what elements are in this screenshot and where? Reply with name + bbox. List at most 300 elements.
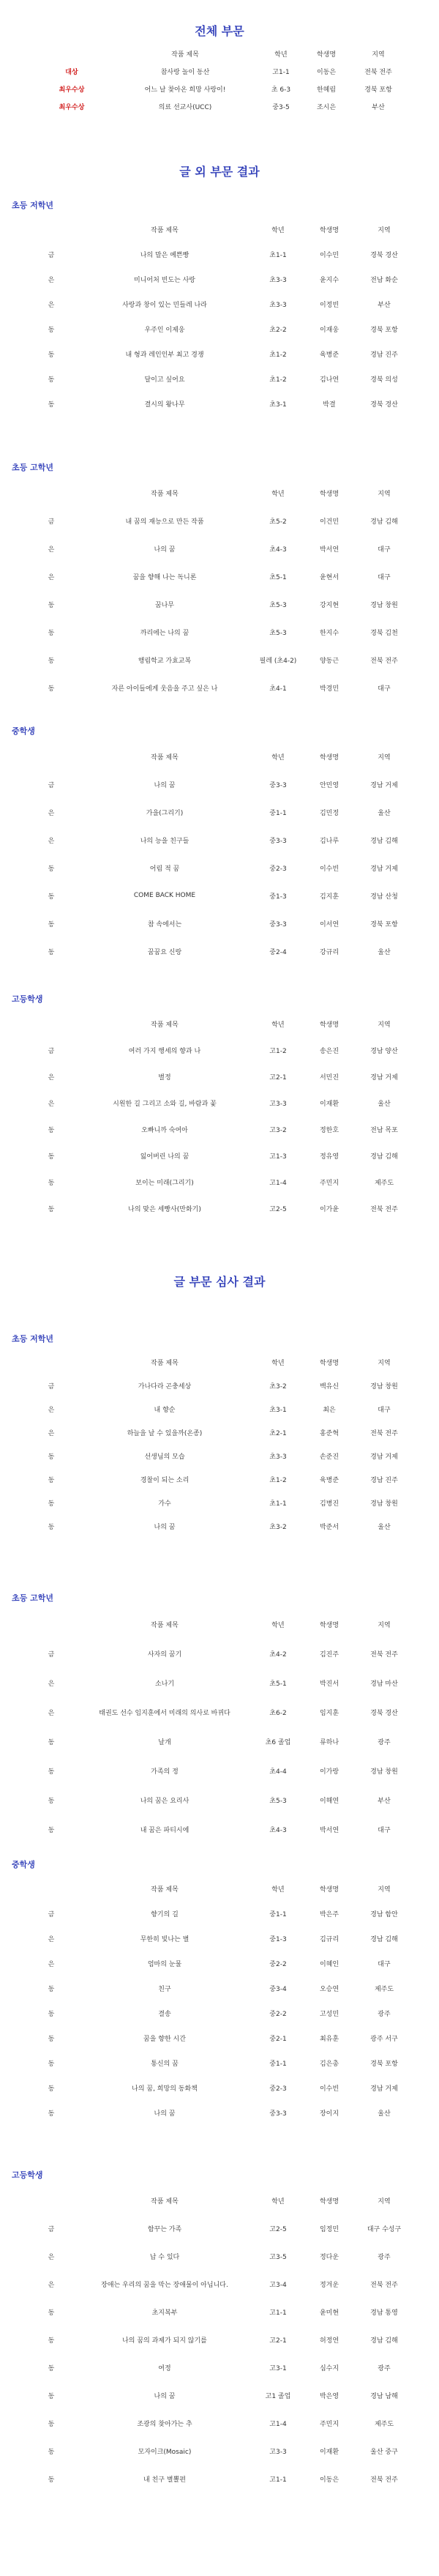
award-cell: 동 — [48, 948, 55, 956]
grade-cell: 고3-2 — [269, 1126, 287, 1134]
column-header: 학생명 — [319, 1621, 339, 1629]
award-cell: 동 — [48, 1476, 55, 1484]
table-row — [26, 1421, 413, 1444]
table-row — [26, 1037, 413, 1063]
grade-cell: 초1-1 — [269, 251, 287, 259]
award-cell: 은 — [48, 1935, 55, 1943]
grade-cell: 중1-1 — [269, 2060, 287, 2068]
award-cell: 동 — [48, 2420, 55, 2428]
region-cell: 광주 — [378, 2253, 391, 2261]
table-row — [26, 826, 413, 854]
title-cell: 까리에는 나의 꿈 — [140, 629, 190, 637]
award-cell: 동 — [48, 2309, 55, 2317]
title-cell: 사랑과 창이 있는 민들레 나라 — [122, 301, 207, 309]
grade-cell: 고1-4 — [269, 1179, 287, 1187]
title-cell: 통신의 꿈 — [151, 2060, 179, 2068]
name-cell: 정한호 — [319, 1126, 339, 1134]
grade-cell: 중2-4 — [269, 948, 287, 956]
grade-cell: 초2-2 — [269, 326, 287, 334]
writing-group-table — [26, 1010, 413, 1221]
title-cell: 의료 선교사(UCC) — [158, 103, 212, 111]
grade-cell: 초3-1 — [269, 401, 287, 409]
title-cell: 사자의 꿈기 — [147, 1650, 182, 1659]
column-header: 작품 제목 — [151, 1359, 179, 1367]
column-header: 작품 제목 — [151, 2197, 179, 2205]
table-row — [26, 391, 413, 416]
award-cell: 금 — [48, 1910, 55, 1918]
grade-cell: 고3-1 — [269, 2364, 287, 2372]
table-header-row — [26, 742, 413, 770]
grade-cell: 중2-1 — [269, 2035, 287, 2043]
region-cell: 경북 경산 — [370, 401, 398, 409]
table-row — [26, 1727, 413, 1756]
table-row — [26, 507, 413, 535]
table-row — [26, 937, 413, 965]
title-cell: 나의 꿈, 희망의 동화책 — [132, 2085, 198, 2093]
table-row — [26, 1090, 413, 1116]
region-cell: 경남 거제 — [370, 865, 398, 873]
name-cell: 김은총 — [319, 2060, 339, 2068]
name-cell: 손준진 — [319, 1453, 339, 1461]
award-cell: 금 — [48, 1382, 55, 1391]
grade-cell: 초4-1 — [269, 685, 287, 693]
region-cell: 대구 — [378, 1826, 391, 1834]
table-row — [26, 1785, 413, 1814]
grade-cell: 초1-1 — [269, 1500, 287, 1508]
title-cell: 태권도 선수 임지훈에서 미래의 의사로 바뀌다 — [99, 1709, 230, 1717]
table-row — [26, 2409, 413, 2437]
title-cell: 내 꿈의 재능으로 만든 작품 — [125, 518, 204, 526]
title-cell: 소나기 — [154, 1680, 175, 1688]
award-cell: 동 — [48, 865, 55, 873]
group-label: 고등학생 — [12, 2170, 43, 2180]
region-cell: 경남 거제 — [370, 2085, 398, 2093]
name-cell: 송은진 — [319, 1047, 339, 1055]
name-cell: 박서연 — [319, 1826, 339, 1834]
grade-cell: 중2-2 — [269, 1960, 287, 1968]
column-header: 작품 제목 — [151, 226, 179, 234]
table-row — [26, 2381, 413, 2409]
name-cell: 정다운 — [319, 2253, 339, 2261]
title-cell: COME BACK HOME — [133, 892, 196, 899]
title-cell: 참 속에서는 — [147, 920, 182, 928]
title-cell: 참사랑 놀이 동산 — [160, 68, 210, 76]
award-cell: 은 — [48, 1680, 55, 1688]
name-cell: 김나연 — [319, 376, 339, 384]
name-cell: 박준서 — [319, 1523, 339, 1531]
writing-group — [0, 725, 439, 965]
grade-cell: 초4-3 — [269, 1826, 287, 1834]
review-group-table — [26, 1609, 413, 1844]
table-header-row — [26, 2186, 413, 2214]
region-cell: 경남 김해 — [370, 837, 398, 845]
award-cell: 동 — [48, 2448, 55, 2456]
title-cell: 미니어처 빈도는 사랑 — [134, 276, 195, 284]
award-cell: 은 — [48, 1073, 55, 1082]
column-header: 지역 — [378, 753, 391, 762]
name-cell: 최은 — [323, 1406, 336, 1414]
grade-cell: 초4-4 — [269, 1768, 287, 1776]
grade-cell: 중3-3 — [269, 781, 287, 789]
region-cell: 경남 김해 — [370, 1935, 398, 1943]
table-header-row — [26, 1876, 413, 1901]
award-cell: 최우수상 — [59, 103, 85, 111]
title-cell: 나의 능을 친구들 — [140, 837, 190, 845]
title-cell: 내 친구 별뽈편 — [143, 2476, 186, 2484]
name-cell: 장이지 — [319, 2110, 339, 2118]
grade-cell: 초1-2 — [269, 351, 287, 359]
column-header: 학년 — [271, 1359, 285, 1367]
region-cell: 경남 양산 — [370, 1047, 398, 1055]
column-header: 작품 제목 — [151, 490, 179, 498]
grade-cell: 초3-3 — [269, 276, 287, 284]
region-cell: 경남 창원 — [370, 1382, 398, 1391]
column-header: 학년 — [271, 1886, 285, 1894]
group-label: 고등학생 — [12, 994, 43, 1004]
region-cell: 경남 산청 — [370, 893, 398, 901]
title-cell: 향기의 길 — [151, 1910, 179, 1918]
title-cell: 가수 — [158, 1500, 171, 1508]
award-cell: 대상 — [65, 68, 78, 76]
name-cell: 이수빈 — [319, 2085, 339, 2093]
title-cell: 오빠니까 숙여아 — [141, 1126, 188, 1134]
award-cell: 동 — [48, 1523, 55, 1531]
name-cell: 심수지 — [319, 2364, 339, 2372]
region-cell: 경남 마산 — [370, 1680, 398, 1688]
group-label: 중학생 — [12, 1860, 35, 1869]
title-cell: 꿈을 향해 나는 독니론 — [132, 573, 197, 581]
award-cell: 동 — [48, 2110, 55, 2118]
table-row — [26, 1063, 413, 1090]
column-header: 지역 — [378, 1359, 391, 1367]
table-row — [31, 62, 408, 80]
title-cell: 꿈나무 — [154, 601, 175, 609]
table-row — [26, 1668, 413, 1697]
title-cell: 나의 꿈의 과제가 되지 않기를 — [122, 2337, 207, 2345]
award-cell: 동 — [48, 1500, 55, 1508]
grade-cell: 초3-1 — [269, 1406, 287, 1414]
name-cell: 정겨운 — [319, 2281, 339, 2289]
grade-cell: 고3-5 — [269, 2253, 287, 2261]
grade-cell: 고2-1 — [269, 2337, 287, 2345]
region-cell: 경북 포항 — [364, 86, 392, 94]
review-group-table — [26, 2186, 413, 2493]
grade-cell: 중1-3 — [269, 1935, 287, 1943]
region-cell: 경북 포항 — [370, 326, 398, 334]
review-group — [0, 1858, 439, 2125]
region-cell: 광주 — [378, 2010, 391, 2018]
award-cell: 금 — [48, 1650, 55, 1659]
region-cell: 경남 진주 — [370, 1476, 398, 1484]
group-label: 초등 저학년 — [12, 201, 53, 210]
region-cell: 울산 — [378, 1523, 391, 1531]
table-row — [26, 1116, 413, 1142]
grade-cell: 고1-3 — [269, 1153, 287, 1161]
column-header: 지역 — [378, 226, 391, 234]
table-row — [26, 1901, 413, 1926]
award-cell: 동 — [48, 376, 55, 384]
award-cell: 동 — [48, 401, 55, 409]
name-cell: 이재환 — [319, 2448, 339, 2456]
column-header: 학생명 — [319, 1886, 339, 1894]
grade-cell: 중3-3 — [269, 2110, 287, 2118]
name-cell: 김민정 — [319, 809, 339, 817]
award-cell: 동 — [48, 2085, 55, 2093]
award-cell: 은 — [48, 1960, 55, 1968]
table-row — [26, 2437, 413, 2465]
name-cell: 이건민 — [319, 518, 339, 526]
table-row — [26, 267, 413, 291]
header-award — [26, 2186, 77, 2214]
title-cell: 나의 꿈 — [154, 781, 176, 789]
title-cell: 장애는 우리의 꿈을 막는 장애물이 아닙니다. — [101, 2281, 228, 2289]
award-cell: 동 — [48, 351, 55, 359]
column-header: 지역 — [378, 1021, 391, 1029]
title-cell: 날개 — [158, 1738, 171, 1746]
region-cell: 광주 — [378, 1738, 391, 1746]
region-cell: 경북 경산 — [370, 1709, 398, 1717]
title-cell: 선생님의 모습 — [144, 1453, 185, 1461]
title-cell: 나의 꿈 — [154, 546, 176, 554]
grade-cell: 고1-1 — [269, 2476, 287, 2484]
grade-cell: 고2-5 — [269, 2225, 287, 2233]
review-section-title: 글 부문 심사 결과 — [173, 1275, 266, 1289]
name-cell: 박경민 — [319, 685, 339, 693]
title-cell: 어느 날 찾아온 희망 사랑이! — [144, 86, 226, 94]
grade-cell: 고1-1 — [269, 2309, 287, 2317]
region-cell: 경남 창원 — [370, 1768, 398, 1776]
region-cell: 부산 — [378, 301, 391, 309]
column-header: 학년 — [274, 51, 288, 59]
writing-group — [0, 461, 439, 701]
name-cell: 박은영 — [319, 2392, 339, 2400]
region-cell: 경남 창원 — [370, 1500, 398, 1508]
header-award — [26, 217, 77, 242]
title-cell: 시원한 길 그리고 소와 길, 바람과 꽃 — [113, 1100, 217, 1108]
name-cell: 주민지 — [319, 1179, 339, 1187]
grade-cell: 고1-1 — [272, 68, 290, 76]
header-award — [26, 1876, 77, 1901]
grade-cell: 중3-4 — [269, 1985, 287, 1993]
name-cell: 홍준혁 — [319, 1429, 339, 1437]
award-cell: 동 — [48, 657, 55, 665]
name-cell: 양동근 — [319, 657, 339, 665]
column-header: 학생명 — [319, 226, 339, 234]
grade-cell: 초4-3 — [269, 546, 287, 554]
grade-cell: 초3-2 — [269, 1523, 287, 1531]
review-section — [0, 1273, 439, 1289]
table-row — [26, 798, 413, 826]
award-cell: 은 — [48, 1429, 55, 1437]
column-header: 학년 — [271, 2197, 285, 2205]
title-cell: 친구 — [158, 1985, 171, 1993]
column-header: 지역 — [378, 2197, 391, 2205]
title-cell: 경찰이 되는 소리 — [140, 1476, 190, 1484]
award-cell: 동 — [48, 2337, 55, 2345]
region-cell: 전남 화순 — [370, 276, 398, 284]
grade-cell: 초3-2 — [269, 1382, 287, 1391]
name-cell: 강지현 — [319, 601, 339, 609]
column-header: 학생명 — [319, 753, 339, 762]
name-cell: 이수민 — [319, 251, 339, 259]
region-cell: 경남 남해 — [370, 2392, 398, 2400]
name-cell: 육병준 — [319, 351, 339, 359]
group-label: 초등 고학년 — [12, 1593, 53, 1603]
name-cell: 이재웅 — [319, 326, 339, 334]
award-cell: 은 — [48, 837, 55, 845]
column-header: 작품 제목 — [151, 1886, 179, 1894]
region-cell: 경남 김해 — [370, 1153, 398, 1161]
title-cell: 결시의 왕나무 — [144, 401, 185, 409]
region-cell: 울산 — [378, 948, 391, 956]
name-cell: 이동은 — [316, 68, 337, 76]
award-cell: 동 — [48, 2010, 55, 2018]
table-row — [26, 1467, 413, 1491]
grade-cell: 중1-1 — [269, 809, 287, 817]
writing-group — [0, 199, 439, 416]
award-cell: 동 — [48, 893, 55, 901]
name-cell: 김지훈 — [319, 893, 339, 901]
grade-cell: 초5-3 — [269, 629, 287, 637]
title-cell: 여러 가지 행세의 향과 나 — [128, 1047, 201, 1055]
table-row — [26, 770, 413, 798]
table-row — [26, 562, 413, 590]
grade-cell: 초2-1 — [269, 1429, 287, 1437]
region-cell: 경북 의성 — [370, 376, 398, 384]
region-cell: 전북 전주 — [370, 2281, 398, 2289]
writing-group — [0, 993, 439, 1221]
review-group — [0, 1333, 439, 1538]
column-header: 작품 제목 — [171, 51, 199, 59]
title-cell: 무한히 빛나는 별 — [140, 1935, 190, 1943]
grade-cell: 중3-3 — [269, 920, 287, 928]
region-cell: 경북 포항 — [370, 2060, 398, 2068]
table-row — [31, 80, 408, 97]
name-cell: 박진서 — [319, 1680, 339, 1688]
grade-cell: 고1-2 — [269, 1047, 287, 1055]
region-cell: 경남 창원 — [370, 601, 398, 609]
title-cell: 나의 말은 예쁜빵 — [140, 251, 190, 259]
award-cell: 동 — [48, 2476, 55, 2484]
writing-section-title: 글 외 부문 결과 — [179, 165, 260, 179]
region-cell: 전북 전주 — [370, 1205, 398, 1213]
award-cell: 금 — [48, 2225, 55, 2233]
name-cell: 최유훈 — [319, 2035, 339, 2043]
table-header-row — [26, 1010, 413, 1037]
title-cell: 가을(그리기) — [146, 809, 184, 817]
review-group — [0, 2169, 439, 2493]
title-cell: 납 수 있다 — [149, 2253, 180, 2261]
header-award — [26, 1350, 77, 1374]
table-row — [26, 646, 413, 674]
award-cell: 최우수상 — [59, 86, 85, 94]
region-cell: 경남 거제 — [370, 1453, 398, 1461]
overall-section — [0, 22, 439, 115]
name-cell: 임지훈 — [319, 1709, 339, 1717]
grade-cell: 초5-3 — [269, 601, 287, 609]
grade-cell: 초5-3 — [269, 1797, 287, 1805]
table-row — [26, 909, 413, 937]
table-header-row — [26, 217, 413, 242]
name-cell: 임정민 — [319, 2225, 339, 2233]
table-row — [26, 2298, 413, 2326]
award-cell: 동 — [48, 629, 55, 637]
table-row — [26, 1142, 413, 1169]
name-cell: 주민지 — [319, 2420, 339, 2428]
grade-cell: 초4-2 — [269, 1650, 287, 1659]
header-award — [31, 45, 112, 62]
region-cell: 대구 — [378, 1406, 391, 1414]
award-cell: 동 — [48, 1126, 55, 1134]
title-cell: 달이고 싶어요 — [144, 376, 185, 384]
award-cell: 금 — [48, 518, 55, 526]
writing-group-table — [26, 742, 413, 965]
group-label: 초등 저학년 — [12, 1334, 53, 1344]
name-cell: 이동은 — [319, 2476, 339, 2484]
name-cell: 한혜림 — [316, 86, 337, 94]
title-cell: 조광의 찾아가는 추 — [137, 2420, 192, 2428]
name-cell: 서민진 — [319, 1073, 339, 1082]
award-cell: 동 — [48, 1738, 55, 1746]
award-cell: 동 — [48, 1179, 55, 1187]
award-cell: 은 — [48, 1406, 55, 1414]
name-cell: 김나루 — [319, 837, 339, 845]
award-cell: 동 — [48, 2035, 55, 2043]
table-row — [26, 882, 413, 909]
award-cell: 동 — [48, 1985, 55, 1993]
table-row — [26, 674, 413, 701]
writing-section — [0, 163, 439, 179]
award-cell: 동 — [48, 326, 55, 334]
review-group-table — [26, 1350, 413, 1538]
table-row — [26, 2465, 413, 2493]
title-cell: 나의 맞은 세빵사(만화기) — [128, 1205, 201, 1213]
table-row — [26, 1514, 413, 1538]
column-header: 지역 — [378, 1886, 391, 1894]
region-cell: 울산 — [378, 1100, 391, 1108]
award-cell: 은 — [48, 301, 55, 309]
name-cell: 이재환 — [319, 1100, 339, 1108]
award-cell: 은 — [48, 276, 55, 284]
table-row — [26, 2025, 413, 2050]
table-row — [26, 854, 413, 882]
name-cell: 강규리 — [319, 948, 339, 956]
title-cell: 꿈꿈요 신랑 — [147, 948, 182, 956]
award-cell: 은 — [48, 2253, 55, 2261]
title-cell: 내 형과 레인인부 최고 경쟁 — [125, 351, 204, 359]
header-award — [26, 1010, 77, 1037]
title-cell: 우주인 이제웅 — [144, 326, 185, 334]
name-cell: 고성민 — [319, 2010, 339, 2018]
name-cell: 김병진 — [319, 1500, 339, 1508]
grade-cell: 초3-3 — [269, 301, 287, 309]
region-cell: 울산 — [378, 2110, 391, 2118]
region-cell: 대구 — [378, 685, 391, 693]
award-cell: 동 — [48, 1826, 55, 1834]
table-row — [26, 1976, 413, 2000]
grade-cell: 초3-3 — [269, 1453, 287, 1461]
region-cell: 전남 목포 — [370, 1126, 398, 1134]
table-row — [26, 2270, 413, 2298]
column-header: 학생명 — [319, 1021, 339, 1029]
title-cell: 내 향순 — [154, 1406, 176, 1414]
grade-cell: 고2-1 — [269, 1073, 287, 1082]
title-cell: 잃어버린 나의 꿈 — [140, 1153, 190, 1161]
name-cell: 김진주 — [319, 1650, 339, 1659]
award-cell: 은 — [48, 546, 55, 554]
table-row — [26, 1639, 413, 1668]
award-cell: 동 — [48, 2392, 55, 2400]
